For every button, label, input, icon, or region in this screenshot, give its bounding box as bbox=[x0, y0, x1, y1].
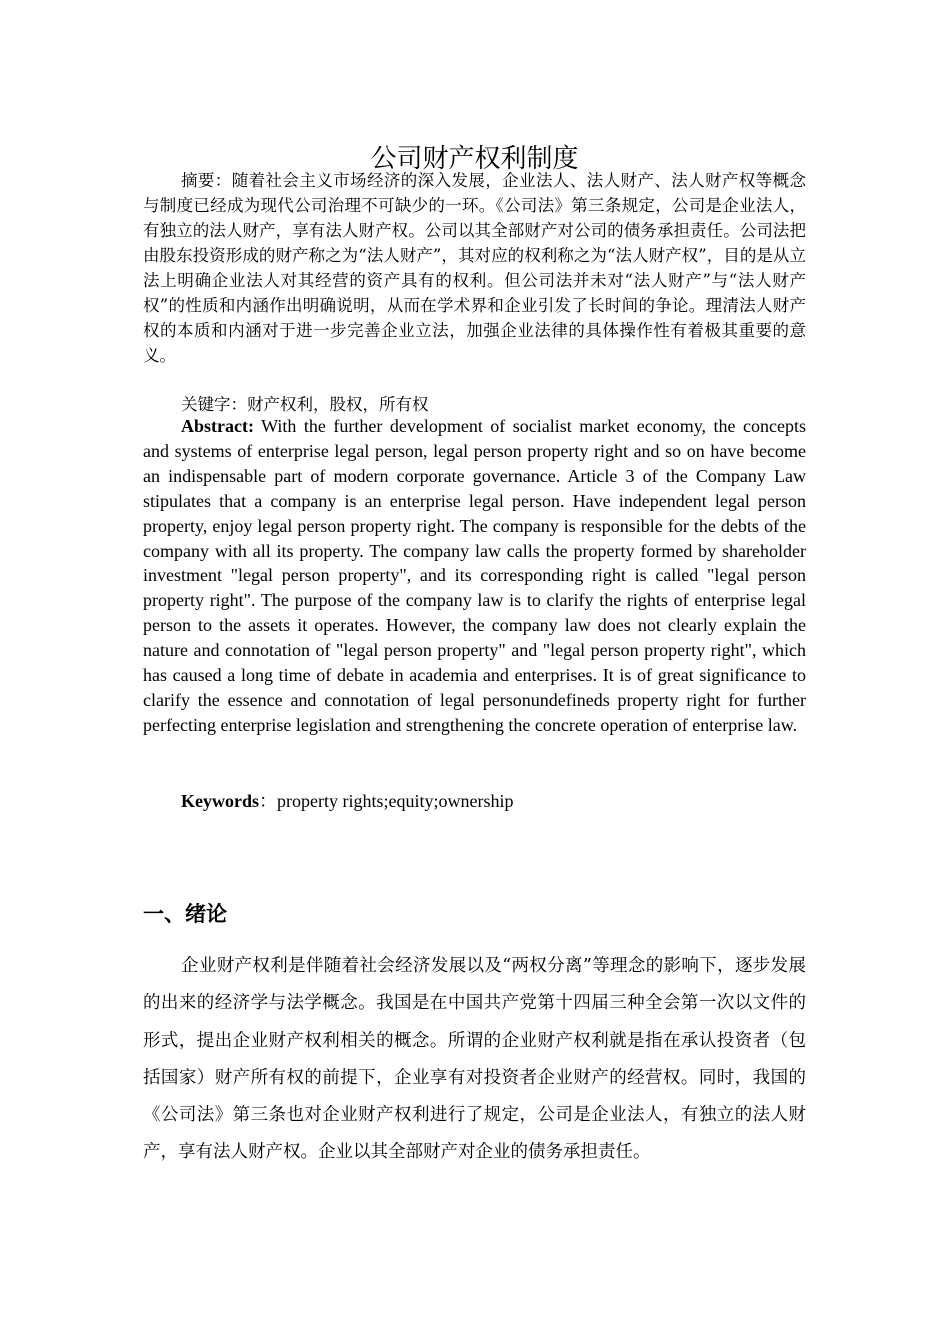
document-title: 公司财产权利制度 bbox=[370, 144, 579, 175]
keywords-en-text: property rights;equity;ownership bbox=[277, 791, 514, 811]
section-body: 企业财产权利是伴随着社会经济发展以及“两权分离”等理念的影响下，逐步发展的出来的经济学与法学概念。我国是在中国共产党第十四届三种全会第一次以文件的形式，提出企业财产权利相关的概念。所谓的企业财产权利就是指在承认投资者（包括国家）财产所有权的前提下，企业享有对投资者企业财产的经营权。同时，我国的《公司法》第三条也对企业财产权利进行了规定，公司是企业法人，有独立的法人财产，享有法人财产权。企业以其全部财产对企业的债务承担责任。 bbox=[143, 956, 806, 1163]
keywords-cn-label: 关键字： bbox=[181, 395, 247, 414]
abstract-cn bbox=[143, 168, 806, 368]
abstract-en-label: Abstract: bbox=[181, 416, 254, 436]
keywords-cn-text: 财产权利，股权，所有权 bbox=[247, 395, 429, 414]
abstract-en bbox=[143, 414, 806, 738]
abstract-en-text: With the further development of socialist market economy, the concepts and systems of enterprise legal person, legal person property right and so on have become an indispensable part of modern corporate governance. Article 3 of the Company Law stipulates that a company is an enterprise legal person. Have independent legal person property, enjoy legal person property right. The company is responsible for the debts of the company with all its property. The company law calls the property formed by shareholder investment "legal person property", and its corresponding right is called "legal person property right". The purpose of the company law is to clarify the rights of enterprise legal person to the assets it operates. However, the company law does not clearly explain the nature and connotation of "legal person property" and "legal person property right", which has caused a long time of debate in academia and enterprises. It is of great significance to clarify the essence and connotation of legal personundefineds property right for further perfecting enterprise legislation and strengthening the concrete operation of enterprise law. bbox=[143, 416, 806, 735]
keywords-en-separator: ： bbox=[259, 791, 277, 811]
keywords-en-label: Keywords bbox=[181, 791, 259, 811]
abstract-cn-label: 摘要： bbox=[181, 171, 232, 190]
abstract-cn-text: 随着社会主义市场经济的深入发展，企业法人、法人财产、法人财产权等概念与制度已经成为现代公司治理不可缺少的一环。《公司法》第三条规定，公司是企业法人，有独立的法人财产，享有法人财产权。公司以其全部财产对公司的债务承担责任。公司法把由股东投资形成的财产称之为“法人财产”，其对应的权利称之为“法人财产权”，目的是从立法上明确企业法人对其经营的资产具有的权利。但公司法并未对“法人财产”与“法人财产权”的性质和内涵作出明确说明，从而在学术界和企业引发了长时间的争论。理清法人财产权的本质和内涵对于进一步完善企业立法，加强企业法律的具体操作性有着极其重要的意义。 bbox=[143, 171, 807, 365]
section-heading: 一、绪论 bbox=[143, 902, 227, 926]
keywords-en bbox=[143, 789, 806, 814]
